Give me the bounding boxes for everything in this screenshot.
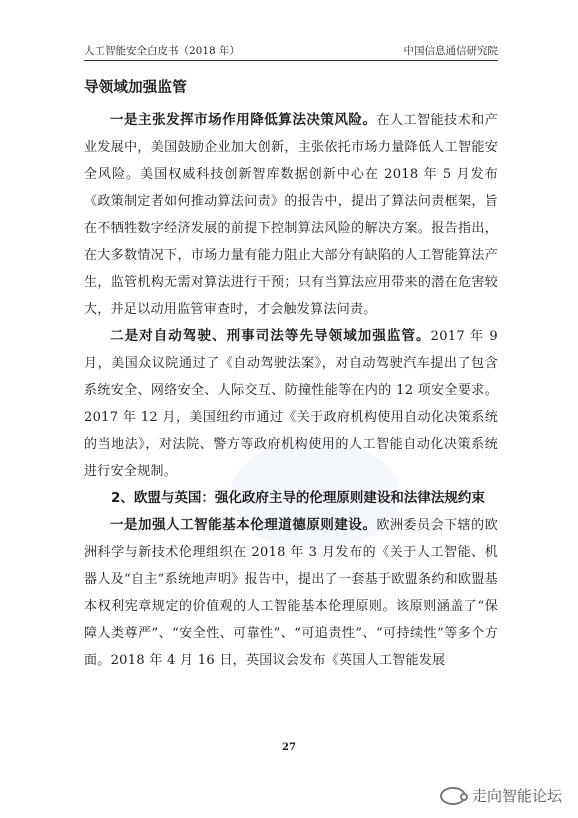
- page-body: [84, 70, 498, 674]
- paragraph-lead: 一是主张发挥市场作用降低算法决策风险。: [110, 112, 377, 128]
- wechat-icon: [440, 787, 466, 805]
- paragraph-text: 2017 年 9 月，美国众议院通过了《自动驾驶法案》，对自动驾驶汽车提出了包含系统安全、网络安全、人际交互、防撞性能等在内的 12 项安全要求。2017 年 12 月，美国纽约市通过《关于政府机构使用自动化决策系统的当地法》，对法院、警方等政府机构使用的人工智能自动化决策系统进行安全规制。: [84, 329, 498, 479]
- paragraph-ethics: [84, 512, 498, 674]
- page-header: [84, 42, 498, 61]
- paragraph-pilot-domains: [84, 323, 498, 485]
- paragraph-market-role: [84, 107, 498, 323]
- section-title: 导领域加强监管: [84, 80, 187, 96]
- page-number: 27: [282, 742, 296, 753]
- brand-name: 走向智能论坛: [471, 787, 562, 805]
- header-organization: 中国信息通信研究院: [403, 45, 498, 57]
- paragraph-text: 在人工智能技术和产业发展中，美国鼓励企业加大创新，主张依托市场力量降低人工智能安全风险。美国权威科技创新智库数据创新中心在 2018 年 5 月发布《政策制定者如何推动算法问责》的报告中，提出了算法问责框架，旨在不牺牲数字经济发展的前提下控制算法风险的解决方案。报告指出，在大多数情况下，市场力量有能力阻止大部分有缺陷的人工智能算法产生，监管机构无需对算法进行干预；只有当算法应用带来的潜在危害较大，并足以动用监管审查时，才会触发算法问责。: [84, 113, 499, 317]
- header-document-title: 人工智能安全白皮书（2018 年）: [84, 45, 241, 57]
- paragraph-text: 欧洲委员会下辖的欧洲科学与新技术伦理组织在 2018 年 3 月发布的《关于人工智能、机器人及“自主”系统地声明》报告中，提出了一套基于欧盟条约和欧盟基本权利宪章规定的价值观的人工智能基本伦理原则。该原则涵盖了“保障人类尊严”、“安全性、可靠性”、“可追责性”、“可持续性”等多个方面。2018 年 4 月 16 日，英国议会发布《英国人工智能发展: [84, 518, 499, 668]
- subsection-heading: 2、欧盟与英国：强化政府主导的伦理原则建设和法律法规约束: [111, 490, 485, 506]
- paragraph-lead: 一是加强人工智能基本伦理道德原则建设。: [110, 517, 377, 533]
- brand-watermark: [440, 785, 562, 806]
- paragraph-lead: 二是对自动驾驶、刑事司法等先导领域加强监管。: [110, 328, 431, 344]
